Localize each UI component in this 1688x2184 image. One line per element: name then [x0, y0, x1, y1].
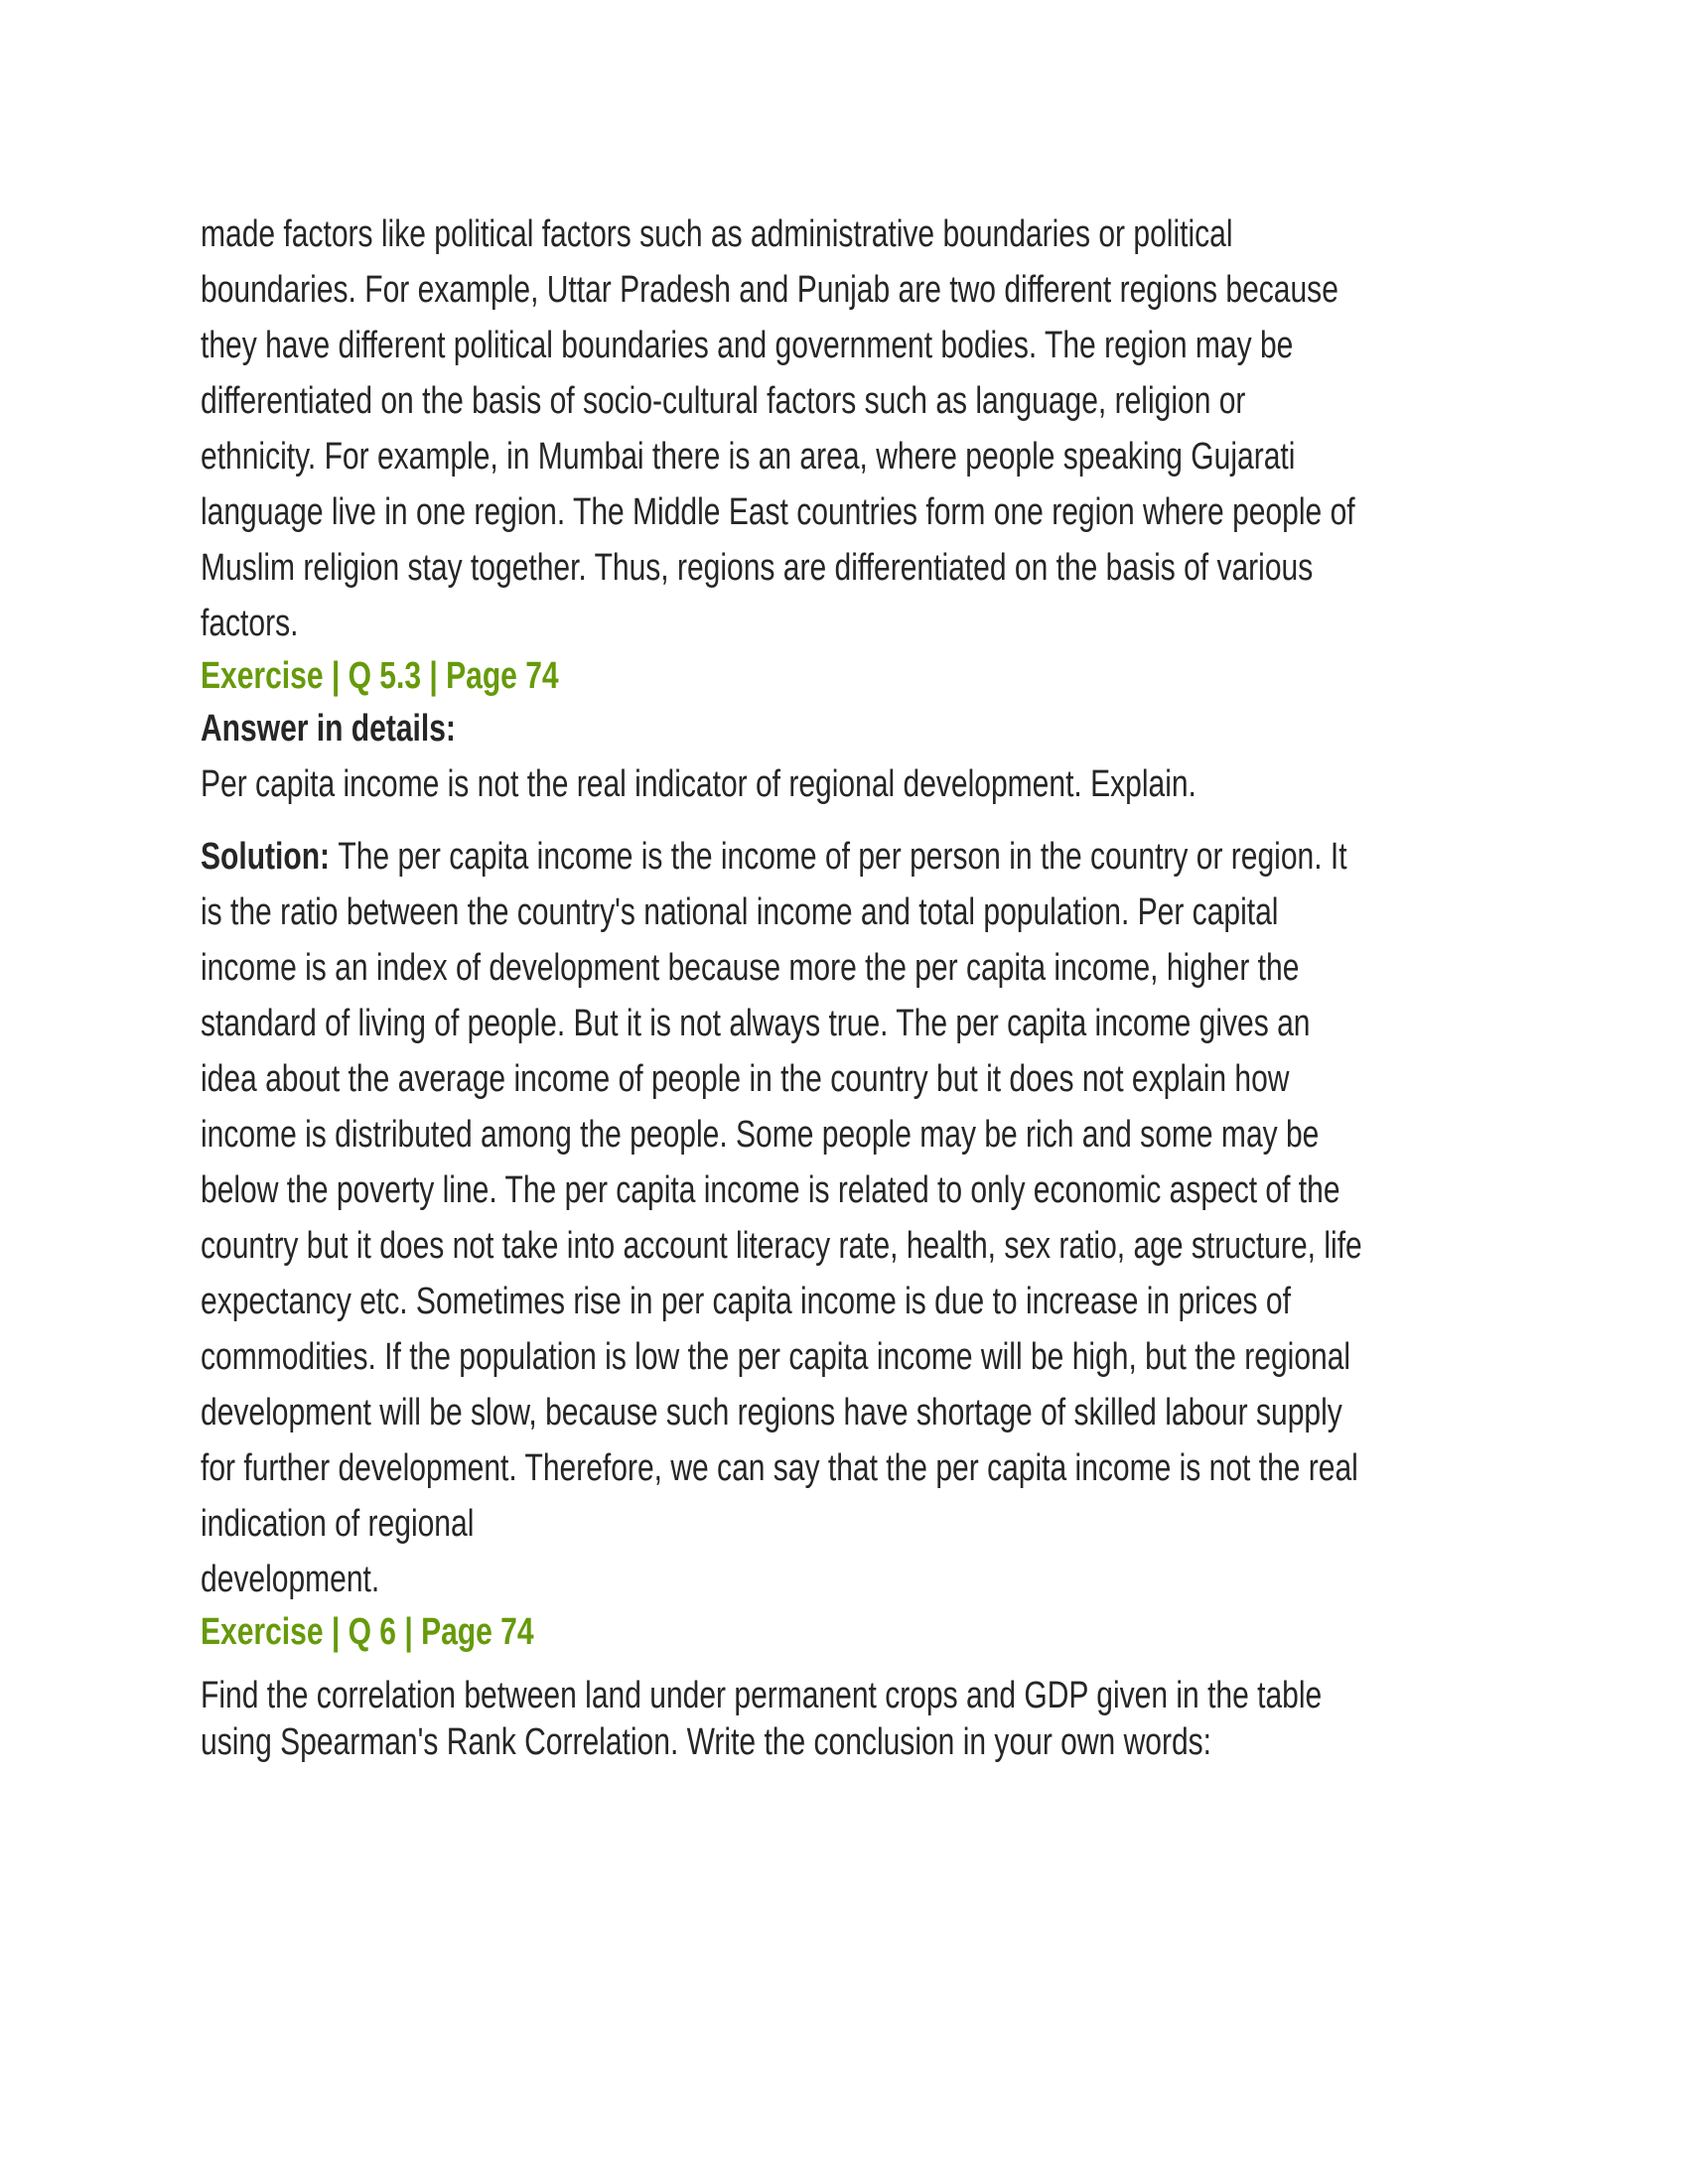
text-line: expectancy etc. Sometimes rise in per capita income is due to increase in prices of — [201, 1281, 1291, 1322]
solution-label: Solution: — [201, 836, 331, 878]
text-line: for further development. Therefore, we can say that the per capita income is not the real — [201, 1447, 1358, 1489]
text-line: factors. — [201, 603, 299, 644]
text-line: using Spearman's Rank Correlation. Write the conclusion in your own words: — [201, 1721, 1212, 1763]
text-line: Muslim religion stay together. Thus, regions are differentiated on the basis of various — [201, 547, 1314, 589]
text-line: indication of regional — [201, 1503, 475, 1545]
solution-body-lines — [201, 885, 1521, 1607]
exercise-reference-q6-link[interactable] — [201, 1607, 1521, 1657]
text-line: language live in one region. The Middle East countries form one region where people of — [201, 491, 1355, 533]
text-line: differentiated on the basis of socio-cultural factors such as language, religion or — [201, 380, 1246, 422]
question-q6-text — [201, 1673, 1521, 1766]
solution-paragraph — [201, 829, 1521, 1607]
text-line: income is distributed among the people. Some people may be rich and some may be — [201, 1114, 1320, 1156]
continuation-paragraph — [201, 206, 1521, 651]
text-line: country but it does not take into account literacy rate, health, sex ratio, age structure, life — [201, 1225, 1362, 1267]
text-line: made factors like political factors such as administrative boundaries or political — [201, 213, 1233, 255]
question-q5-3-text: Per capita income is not the real indicator of regional development. Explain. — [201, 763, 1196, 805]
exercise-reference-q6-label: Exercise | Q 6 | Page 74 — [201, 1611, 534, 1653]
solution-first-line — [201, 829, 1521, 885]
text-line: boundaries. For example, Uttar Pradesh and Punjab are two different regions because — [201, 269, 1338, 311]
answer-in-details-heading: Answer in details: — [201, 708, 456, 750]
text-line: development. — [201, 1559, 380, 1600]
text-line: below the poverty line. The per capita income is related to only economic aspect of the — [201, 1169, 1340, 1211]
exercise-reference-q5-3-label: Exercise | Q 5.3 | Page 74 — [201, 655, 559, 697]
text-line: development will be slow, because such regions have shortage of skilled labour supply — [201, 1392, 1342, 1433]
text-line: idea about the average income of people in the country but it does not explain how — [201, 1058, 1290, 1100]
text-line: ethnicity. For example, in Mumbai there is an area, where people speaking Gujarati — [201, 436, 1296, 478]
text-line: is the ratio between the country's national income and total population. Per capital — [201, 891, 1279, 933]
text-line: standard of living of people. But it is not always true. The per capita income gives an — [201, 1003, 1311, 1044]
text-line: Find the correlation between land under permanent crops and GDP given in the table — [201, 1675, 1323, 1716]
text-line: they have different political boundaries and government bodies. The region may be — [201, 325, 1294, 366]
solution-first-line-text: The per capita income is the income of per person in the country or region. It — [338, 836, 1347, 878]
page-content — [201, 206, 1521, 1766]
text-line: commodities. If the population is low the per capita income will be high, but the regional — [201, 1336, 1351, 1378]
exercise-reference-q5-3-link[interactable] — [201, 651, 1521, 701]
text-line: income is an index of development because more the per capita income, higher the — [201, 947, 1300, 989]
